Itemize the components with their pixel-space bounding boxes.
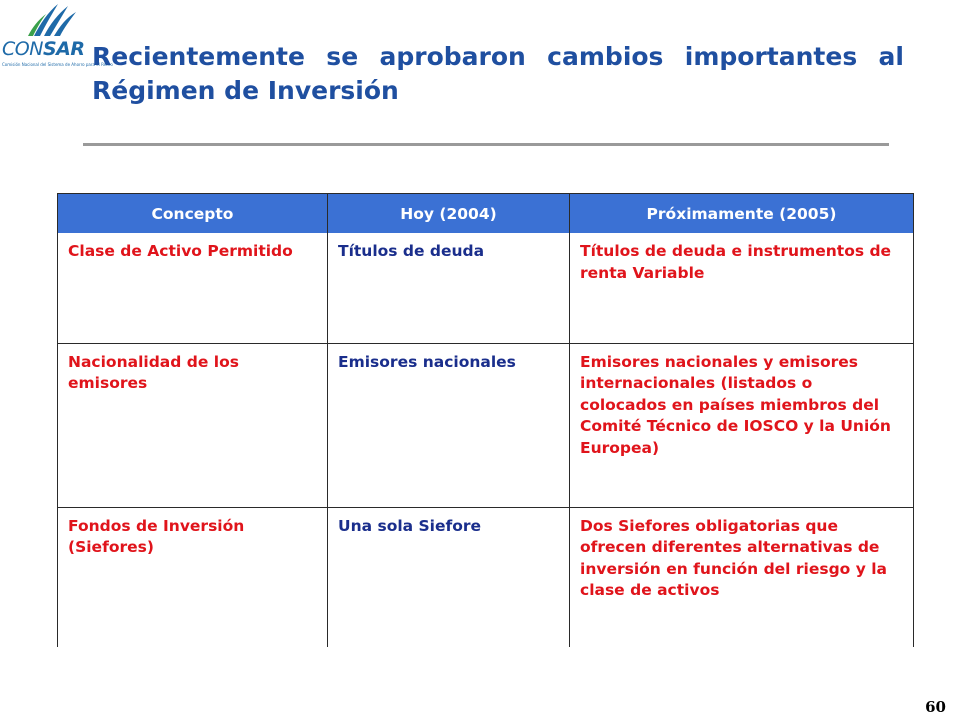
row-hoy: Una sola Siefore [328, 507, 570, 647]
table-header-row [58, 194, 914, 234]
header-hoy: Hoy (2004) [328, 194, 570, 234]
row-concepto: Clase de Activo Permitido [58, 233, 328, 343]
table-row [58, 507, 914, 647]
row-concepto: Nacionalidad de los emisores [58, 343, 328, 507]
comparison-table [57, 193, 914, 647]
table-row [58, 233, 914, 343]
logo-wordmark: CONSAR [2, 38, 85, 60]
page-number: 60 [925, 698, 946, 716]
row-hoy: Títulos de deuda [328, 233, 570, 343]
row-hoy: Emisores nacionales [328, 343, 570, 507]
title-divider [83, 143, 889, 146]
consar-swoosh-icon [26, 2, 78, 38]
row-proximamente: Emisores nacionales y emisores internacionales (listados o colocados en países miembros del Comité Técnico de IOSCO y la Unión Europea) [570, 343, 914, 507]
row-proximamente: Títulos de deuda e instrumentos de renta Variable [570, 233, 914, 343]
table-row [58, 343, 914, 507]
logo-subtitle: Comisión Nacional del Sistema de Ahorro para el Retiro [2, 62, 113, 67]
header-concepto: Concepto [58, 194, 328, 234]
slide-title: Recientemente se aprobaron cambios importantes al Régimen de Inversión [92, 42, 904, 105]
header-proximamente: Próximamente (2005) [570, 194, 914, 234]
consar-logo [0, 0, 113, 96]
row-proximamente: Dos Siefores obligatorias que ofrecen diferentes alternativas de inversión en función del riesgo y la clase de activos [570, 507, 914, 647]
row-concepto: Fondos de Inversión (Siefores) [58, 507, 328, 647]
